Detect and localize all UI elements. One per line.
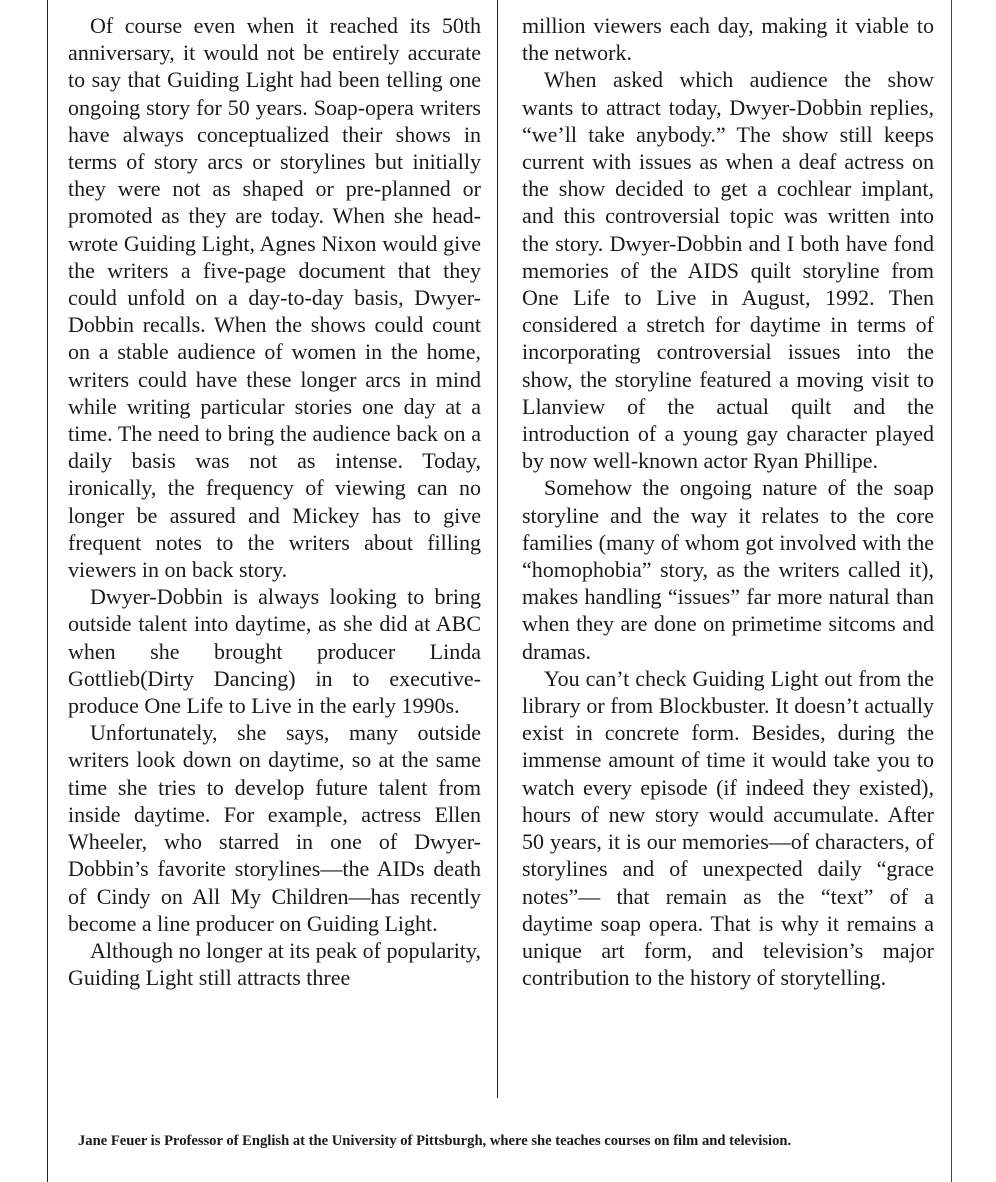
right-paragraph-2: When asked which audience the show wants to attract today, Dwyer-Dobbin replies, “we’ll take anybody.” The show still keeps current with issues as when a deaf actress on the show decided to get a cochlear implant, and this controversial topic was written into the story. Dwyer-Dobbin and I both have fond memories of the AIDS quilt storyline from One Life to Live in August, 1992. Then considered a stretch for daytime in terms of incorporating controversial issues into the show, the storyline featured a moving visit to Llanview of the actual quilt and the introduction of a young gay character played by now well-known actor Ryan Phillipe. (522, 67, 934, 474)
left-paragraph-2: Dwyer-Dobbin is always looking to bring outside talent into daytime, as she did at ABC when she brought producer Linda Gottlieb(Dirty Dancing) in to executive-produce One Life to Live in the early 1990s. (68, 584, 481, 719)
author-bio-footer: Jane Feuer is Professor of English at the University of Pittsburgh, where she teaches courses on film and television. (78, 1133, 792, 1149)
right-paragraph-4: You can’t check Guiding Light out from the library or from Blockbuster. It doesn’t actually exist in concrete form. Besides, during the immense amount of time it would take you to watch every episode (if indeed they existed), hours of new story would accumulate. After 50 years, it is our memories—of characters, of storylines and of unexpected daily “grace notes”— that remain as the “text” of a daytime soap opera. That is why it remains a unique art form, and television’s major contribution to the history of storytelling. (522, 665, 934, 991)
left-column (68, 12, 481, 991)
right-frame-rule (951, 0, 952, 1182)
column-divider (497, 0, 498, 1098)
left-paragraph-4: Although no longer at its peak of popularity, Guiding Light still attracts three (68, 937, 481, 991)
right-column (522, 12, 934, 991)
left-paragraph-1: Of course even when it reached its 50th anniversary, it would not be entirely accurate to say that Guiding Light had been telling one ongoing story for 50 years. Soap-opera writers have always conceptualized their shows in terms of story arcs or storylines but initially they were not as shaped or pre-planned or promoted as they are today. When she head-wrote Guiding Light, Agnes Nixon would give the writers a five-page document that they could unfold on a day-to-day basis, Dwyer-Dobbin recalls. When the shows could count on a stable audience of women in the home, writers could have these longer arcs in mind while writing particular stories one day at a time. The need to bring the audience back on a daily basis was not as intense. Today, ironically, the frequency of viewing can no longer be assured and Mickey has to give frequent notes to the writers about filling viewers in on back story. (68, 13, 481, 583)
left-frame-rule (47, 0, 48, 1182)
left-paragraph-3: Unfortunately, she says, many outside writers look down on daytime, so at the same time she tries to develop future talent from inside daytime. For example, actress Ellen Wheeler, who starred in one of Dwyer-Dobbin’s favorite storylines—the AIDs death of Cindy on All My Children—has recently become a line producer on Guiding Light. (68, 720, 481, 936)
right-paragraph-3: Somehow the ongoing nature of the soap storyline and the way it relates to the core families (many of whom got involved with the “homophobia” story, as the writers called it), makes handling “issues” far more natural than when they are done on primetime sitcoms and dramas. (522, 475, 934, 664)
right-paragraph-1: million viewers each day, making it viable to the network. (522, 13, 934, 66)
